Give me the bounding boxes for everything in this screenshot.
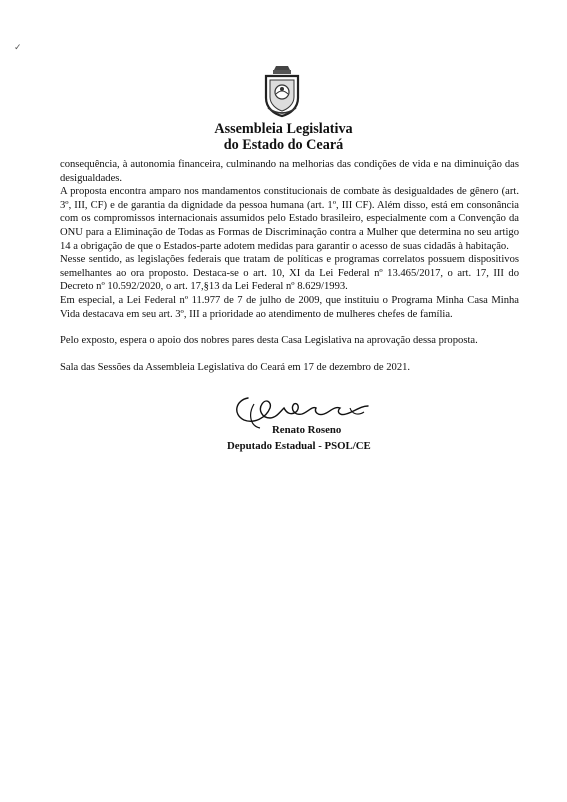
letterhead-line-1: Assembleia Legislativa xyxy=(214,121,353,137)
paragraph: Nesse sentido, as legislações federais que tratam de políticas e programas correlatos possuem dispositivos semelhantes ao ora proposto. Destaca-se o art. 10, XI da Lei Federal nº 13.465/2017, o art. 17, III do Decreto nº 10.592/2020, o art. 17,§13 da Lei Federal nº 8.629/1993. xyxy=(60,254,519,293)
paragraph: Sala das Sessões da Assembleia Legislativa do Ceará em 17 de dezembro de 2021. xyxy=(60,361,411,373)
paragraph: Pelo exposto, espera o apoio dos nobres pares desta Casa Legislativa na aprovação dessa proposta. xyxy=(60,335,478,347)
signatory-role: Deputado Estadual - PSOL/CE xyxy=(227,440,371,452)
margin-mark: ✓ xyxy=(14,42,22,52)
paragraph: A proposta encontra amparo nos mandamentos constitucionais de combate às desigualdades de gênero (art. 3º, III, CF) e de garantia da dignidade da pessoa humana (art. 1º, III CF). Além disso, está em consonância com os compromissos internacionais assumidos pelo Estado brasileiro, especialmente com a Convenção da ONU para a Eliminação de Todas as Formas de Discriminação contra a Mulher que determina no seu artigo 14 a obrigação de que o Estados-parte adotem medidas para garantir o acesso de suas cidadãs à habitação. xyxy=(60,186,519,252)
paragraph: consequência, à autonomia financeira, culminando na melhorias das condições de vida e na diminuição das desigualdades. xyxy=(60,159,519,184)
signature-block xyxy=(227,384,430,494)
document-body xyxy=(60,158,519,374)
letterhead xyxy=(0,121,567,153)
state-coat-of-arms-seal xyxy=(262,64,302,118)
signatory-name: Renato Roseno xyxy=(272,424,342,436)
letterhead-line-2: do Estado do Ceará xyxy=(223,137,344,153)
paragraph: Em especial, a Lei Federal nº 11.977 de 7 de julho de 2009, que instituiu o Programa Minha Casa Minha Vida destacava em seu art. 3º, III a prioridade ao atendimento de mulheres chefes de família. xyxy=(60,294,519,320)
